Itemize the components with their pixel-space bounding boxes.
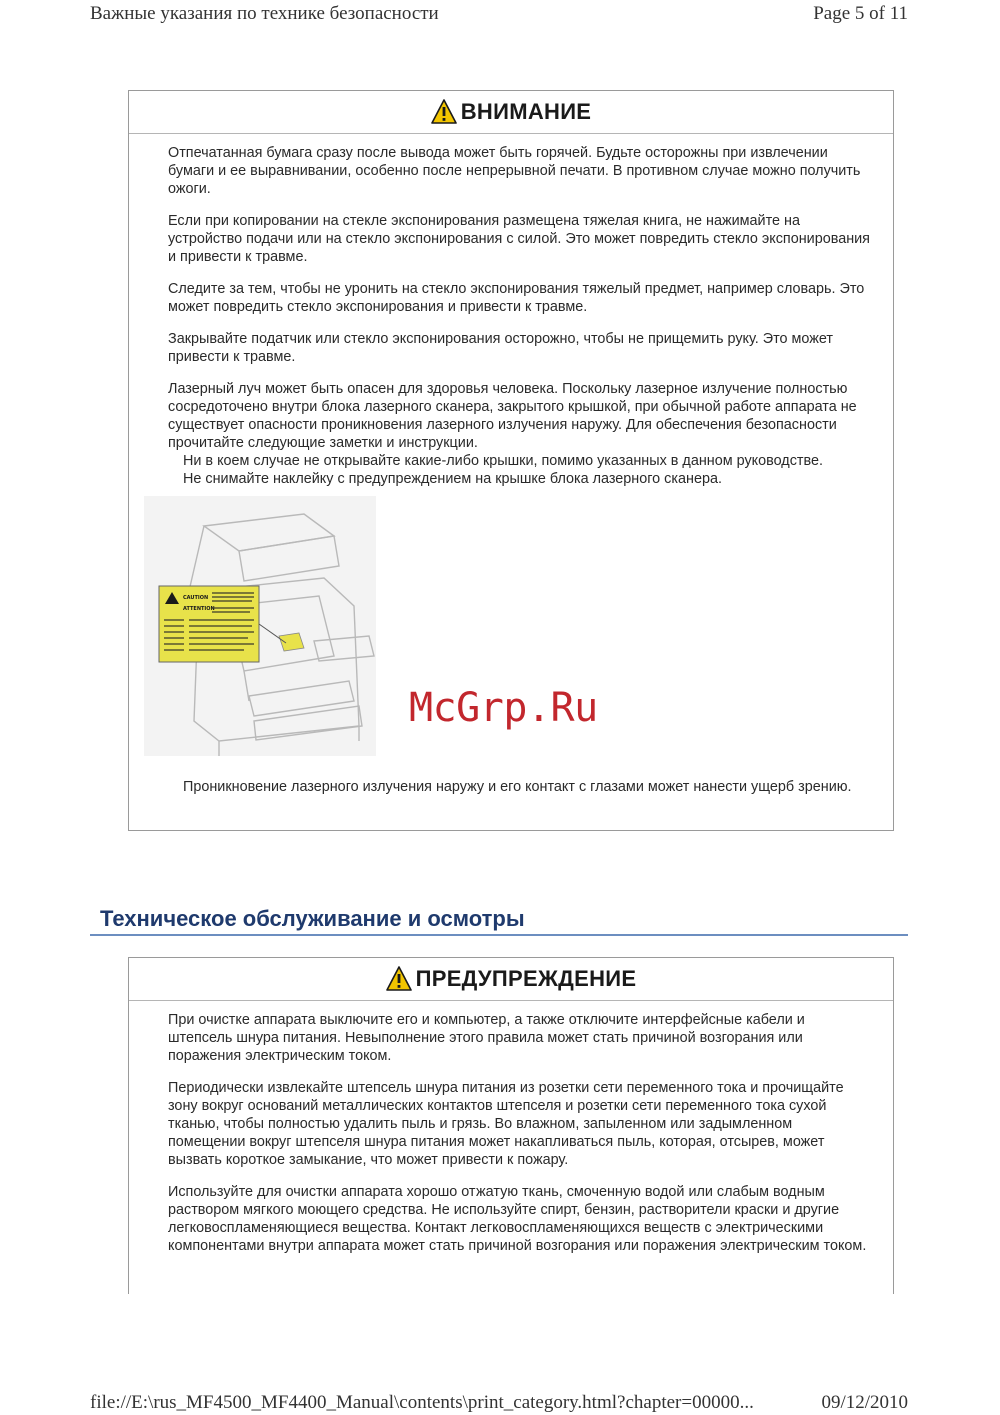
warning-paragraph: Периодически извлекайте штепсель шнура питания из розетки сети переменного тока и прочищайте зону вокруг оснований металлических контактов штепселя и розетки сети переменного тока сухой тканью, чтобы полностью удалить пыль и грязь. Во влажном, запыленном или задымленном помещении вокруг штепселя шнура питания может накапливаться пыль, которая, отсырев, может вызвать короткое замыкание, что может привести к пожару. xyxy=(168,1080,844,1168)
label-attention-text: ATTENTION xyxy=(183,606,215,612)
section-divider xyxy=(90,934,908,936)
caution-sub-item: Ни в коем случае не открывайте какие-либо крышки, помимо указанных в данном руководстве. xyxy=(183,453,823,469)
warning-heading-text: ПРЕДУПРЕЖДЕНИЕ xyxy=(415,966,637,991)
caution-paragraph: Закрывайте податчик или стекло экспонирования осторожно, чтобы не прищемить руку. Это может привести к травме. xyxy=(168,331,833,365)
footer-file-path: file://E:\rus_MF4500_MF4400_Manual\contents\print_category.html?chapter=00000... xyxy=(90,1392,754,1413)
page-number: Page 5 of 11 xyxy=(813,3,908,24)
warning-heading xyxy=(129,958,893,1001)
warning-paragraph: Используйте для очистки аппарата хорошо отжатую ткань, смоченную водой или слабым водным раствором мягкого моющего средства. Не используйте спирт, бензин, растворители краски и другие легковоспламеняющиеся вещества. Контакт легковоспламеняющихся веществ с электрическими компонентами внутри аппарата может стать причиной возгорания или поражения электрическим током. xyxy=(168,1184,867,1254)
caution-paragraph: Если при копировании на стекле экспонирования размещена тяжелая книга, не нажимайте на устройство подачи или на стекло экспонирования с силой. Это может повредить стекло экспонирования и привести к травме. xyxy=(168,213,870,265)
warning-box xyxy=(128,957,894,1294)
caution-heading-text: ВНИМАНИЕ xyxy=(460,99,592,124)
label-caution-text: CAUTION xyxy=(183,595,209,601)
caution-paragraph: Следите за тем, чтобы не уронить на стекло экспонирования тяжелый предмет, например словарь. Это может повредить стекло экспонирования и привести к травме. xyxy=(168,281,865,315)
warning-triangle-icon xyxy=(386,966,412,992)
section-title: Техническое обслуживание и осмотры xyxy=(100,906,525,931)
caution-after-figure: Проникновение лазерного излучения наружу и его контакт с глазами может нанести ущерб зрению. xyxy=(183,779,852,795)
caution-paragraph: Лазерный луч может быть опасен для здоровья человека. Поскольку лазерное излучение полностью сосредоточено внутри блока лазерного сканера, закрытого крышкой, при обычной работе аппарата не существует опасности проникновения лазерного излучения наружу. Для обеспечения безопасности прочитайте следующие заметки и инструкции. xyxy=(168,381,857,451)
caution-heading xyxy=(129,91,893,134)
page-header-title: Важные указания по технике безопасности xyxy=(90,3,439,24)
footer-date: 09/12/2010 xyxy=(821,1392,908,1413)
caution-paragraph: Отпечатанная бумага сразу после вывода может быть горячей. Будьте осторожны при извлечении бумаги и ее выравнивании, особенно после непрерывной печати. В противном случае можно получить ожоги. xyxy=(168,145,861,197)
caution-sub-item: Не снимайте наклейку с предупреждением на крышке блока лазерного сканера. xyxy=(183,471,722,487)
warning-triangle-icon xyxy=(431,99,457,125)
warning-paragraph: При очистке аппарата выключите его и компьютер, а также отключите интерфейсные кабели и штепсель шнура питания. Невыполнение этого правила может стать причиной возгорания или поражения электрическим током. xyxy=(168,1012,805,1064)
watermark: McGrp.Ru xyxy=(409,685,598,731)
